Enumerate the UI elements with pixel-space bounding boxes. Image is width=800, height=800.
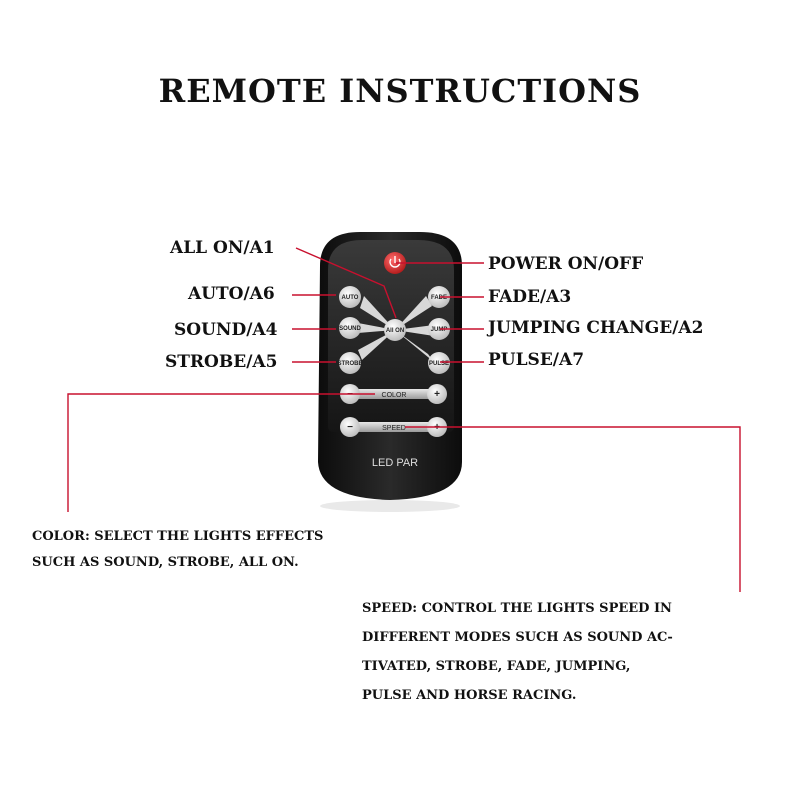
svg-text:PULSE: PULSE bbox=[428, 361, 450, 367]
svg-text:AUTO: AUTO bbox=[341, 295, 359, 301]
page-title: REMOTE INSTRUCTIONS bbox=[158, 72, 642, 110]
brand-label: LED PAR bbox=[371, 457, 419, 469]
svg-text:STROBE: STROBE bbox=[337, 361, 363, 367]
speed-desc-line2: DIFFERENT MODES SUCH AS SOUND AC- bbox=[362, 630, 673, 645]
color-desc-line1: COLOR: SELECT THE LIGHTS EFFECTS bbox=[32, 529, 324, 544]
label-fade: FADE/A3 bbox=[488, 287, 572, 307]
label-strobe: STROBE/A5 bbox=[165, 352, 278, 372]
pointer-color bbox=[68, 394, 375, 512]
label-jumping: JUMPING CHANGE/A2 bbox=[488, 318, 704, 338]
label-sound: SOUND/A4 bbox=[174, 320, 278, 340]
svg-text:SOUND: SOUND bbox=[339, 326, 361, 332]
label-auto: AUTO/A6 bbox=[188, 284, 275, 304]
speed-bar-label: SPEED bbox=[382, 425, 406, 432]
svg-text:−: − bbox=[347, 422, 353, 433]
color-description bbox=[32, 524, 323, 576]
label-pulse: PULSE/A7 bbox=[488, 350, 585, 370]
color-bar-label: COLOR bbox=[381, 392, 407, 399]
color-desc-line2: SUCH AS SOUND, STROBE, ALL ON. bbox=[32, 555, 299, 570]
label-all-on: ALL ON/A1 bbox=[170, 238, 275, 258]
svg-text:+: + bbox=[434, 389, 440, 400]
pointer-all-on bbox=[296, 248, 396, 318]
label-power: POWER ON/OFF bbox=[488, 254, 644, 274]
speed-description bbox=[362, 594, 673, 710]
svg-text:−: − bbox=[347, 389, 353, 400]
svg-text:JUMP: JUMP bbox=[430, 327, 448, 333]
svg-text:All ON: All ON bbox=[385, 328, 405, 334]
svg-text:FADE: FADE bbox=[430, 295, 448, 301]
speed-desc-line1: SPEED: CONTROL THE LIGHTS SPEED IN bbox=[362, 601, 672, 616]
speed-desc-line4: PULSE AND HORSE RACING. bbox=[362, 688, 577, 703]
svg-text:+: + bbox=[434, 422, 440, 433]
speed-desc-line3: TIVATED, STROBE, FADE, JUMPING, bbox=[362, 659, 631, 674]
pointer-speed bbox=[405, 427, 740, 592]
